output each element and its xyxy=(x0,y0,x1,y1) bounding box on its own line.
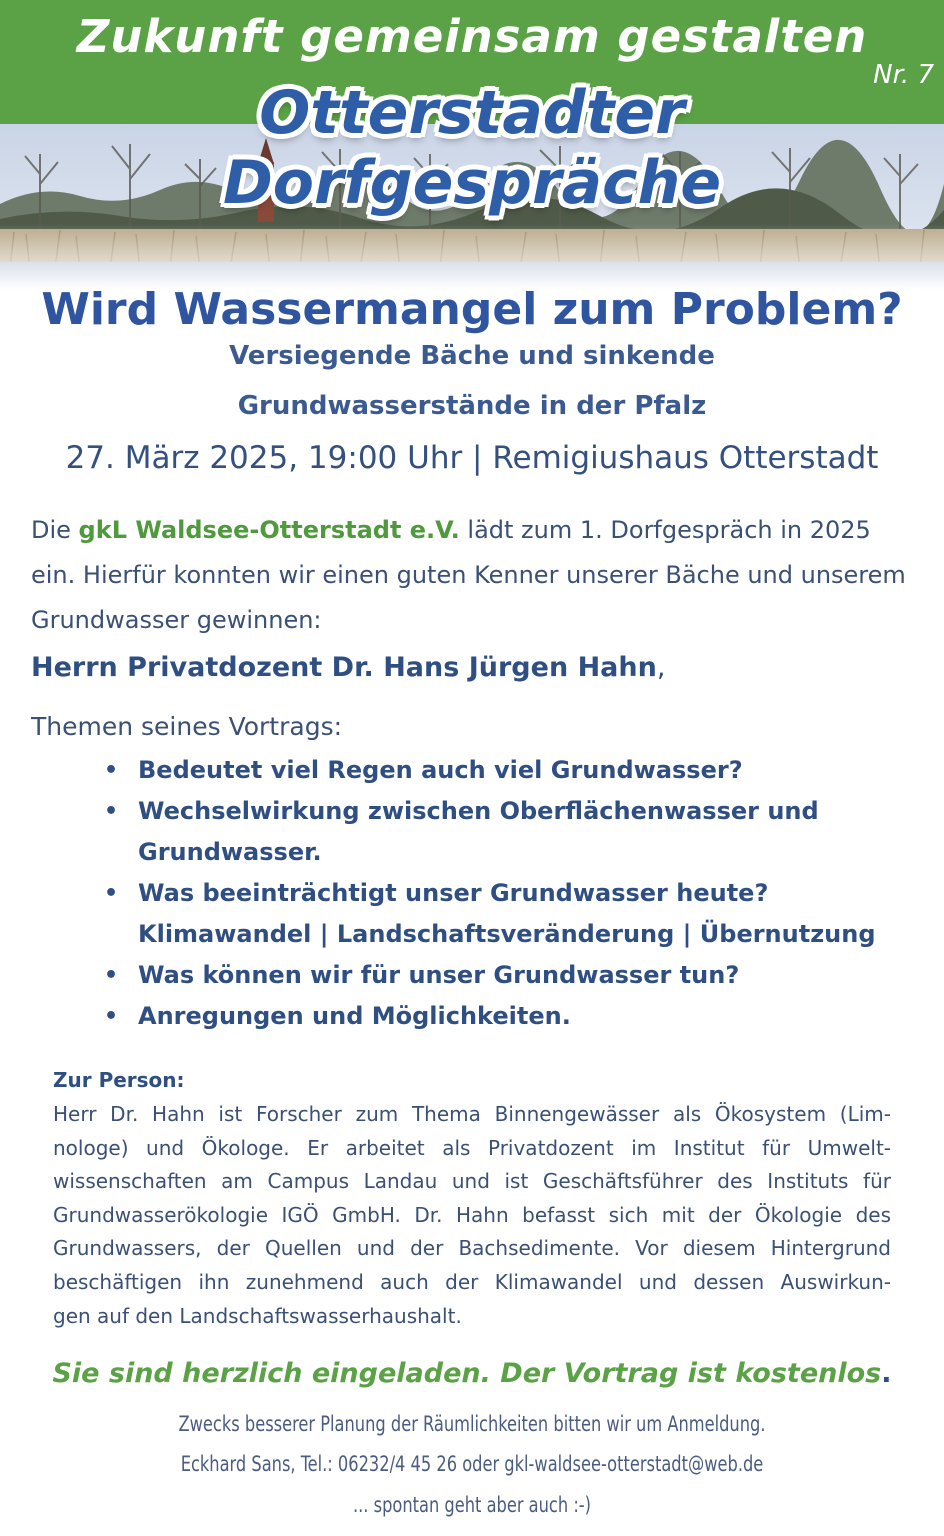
intro-paragraph xyxy=(31,508,921,643)
topics-list xyxy=(104,750,904,1037)
person-description xyxy=(53,1098,891,1333)
organization-name: gkL Waldsee-Otterstadt e.V. xyxy=(78,516,460,544)
bullet-icon: • xyxy=(104,963,119,988)
invitation xyxy=(0,1358,944,1389)
person-heading: Zur Person: xyxy=(53,1068,185,1092)
speaker-name xyxy=(31,652,921,683)
speaker-suffix: , xyxy=(656,652,666,683)
event-subtitle-line2: Grundwasserstände in der Pfalz xyxy=(237,391,707,421)
speaker-name-text: Herrn Privatdozent Dr. Hans Jürgen Hahn xyxy=(31,652,657,683)
bullet-icon: • xyxy=(104,758,119,783)
invitation-end: . xyxy=(881,1358,892,1389)
topic-item xyxy=(104,791,904,873)
topic-item xyxy=(104,873,904,955)
person-text-line: Herr Dr. Hahn ist Forscher zum Thema Binnengewässer als Ökosystem (Lim- xyxy=(53,1102,891,1126)
tagline: Zukunft gemeinsam gestalten xyxy=(76,10,868,63)
event-dateline: 27. März 2025, 19:00 Uhr | Remigiushaus Otterstadt xyxy=(65,440,879,476)
person-text-line: Grundwassers, der Quellen und der Bachsedimente. Vor diesem Hintergrund xyxy=(53,1236,891,1261)
topic-text: Bedeutet viel Regen auch viel Grundwasser? xyxy=(138,756,743,784)
event-subtitle-line1: Versiegende Bäche und sinkende xyxy=(229,341,715,371)
series-title: Otterstadter Dorfgespräche xyxy=(222,78,722,218)
registration-note: Zwecks besserer Planung der Räumlichkeiten bitten wir um Anmeldung. xyxy=(178,1412,766,1436)
topic-text: Anregungen und Möglichkeiten. xyxy=(138,1002,571,1030)
intro-prefix: Die xyxy=(31,516,79,544)
topic-item xyxy=(104,750,904,791)
event-headline: Wird Wassermangel zum Problem? xyxy=(41,284,903,335)
topic-text: Was können wir für unser Grundwasser tun? xyxy=(138,961,740,989)
invitation-text: Sie sind herzlich eingeladen. Der Vortrag ist kostenlos xyxy=(52,1358,882,1389)
intro-text: lädt zum 1. Dorfgespräch in 2025 ein. Hierfür konnten wir einen guten Kenner unserer Bäche und unserem Grundwasser gewinnen: xyxy=(31,516,906,634)
topics-label: Themen seines Vortrags: xyxy=(31,712,343,741)
bullet-icon: • xyxy=(104,1004,119,1029)
topic-text: Wechselwirkung zwischen Oberflächenwasser und xyxy=(138,797,819,825)
topic-item xyxy=(104,955,904,996)
topic-text: Grundwasser. xyxy=(138,838,322,866)
spontaneous-note: ... spontan geht aber auch :-) xyxy=(352,1493,592,1517)
issue-number: Nr. 7 xyxy=(873,60,934,90)
bullet-icon: • xyxy=(104,799,119,824)
bullet-icon: • xyxy=(104,881,119,906)
person-text-line: wissenschaften am Campus Landau und ist Geschäftsführer des Instituts für xyxy=(53,1169,891,1194)
person-text-line: nologe) und Ökologe. Er arbeitet als Privatdozent im Institut für Umwelt- xyxy=(53,1135,891,1160)
contact-line: Eckhard Sans, Tel.: 06232/4 45 26 oder gkl-waldsee-otterstadt@web.de xyxy=(180,1452,764,1476)
topic-text: Was beeinträchtigt unser Grundwasser heute? xyxy=(138,879,769,907)
header-banner xyxy=(0,0,944,290)
person-text-line: beschäftigen ihn zunehmend auch der Klimawandel und dessen Auswirkun- xyxy=(53,1269,891,1294)
topic-item xyxy=(104,996,904,1037)
person-text-line: Grundwasserökologie IGÖ GmbH. Dr. Hahn befasst sich mit der Ökologie des xyxy=(53,1202,891,1227)
person-text-line: gen auf den Landschaftswasserhaushalt. xyxy=(53,1303,462,1328)
topic-text: Klimawandel | Landschaftsveränderung | Übernutzung xyxy=(138,920,876,948)
